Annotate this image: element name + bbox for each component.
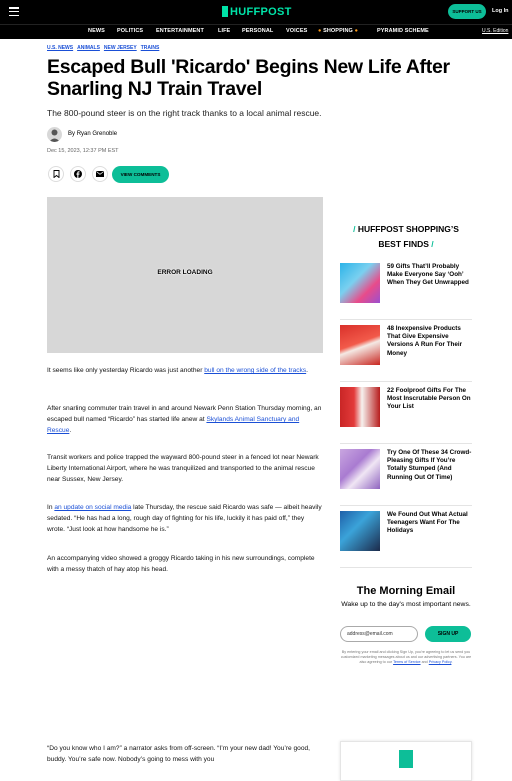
newsletter-signup-button[interactable]: SIGN UP xyxy=(425,626,471,642)
nav-item-life[interactable]: LIFE xyxy=(218,28,231,34)
menu-icon[interactable] xyxy=(9,7,19,16)
title-slash-right: / xyxy=(431,239,434,249)
support-us-button[interactable]: SUPPORT US xyxy=(448,4,486,19)
paragraph-5: An accompanying video showed a groggy Ricardo taking in his new surroundings, complete with a messy thatch of hay atop his head. xyxy=(47,555,315,573)
author-name[interactable]: Ryan Grenoble xyxy=(76,131,118,137)
shopping-sidebar-title xyxy=(340,222,472,252)
legal-and: and xyxy=(420,660,429,664)
byline-prefix: By xyxy=(68,131,76,137)
publish-date: Dec 15, 2023, 12:37 PM EST xyxy=(47,148,119,154)
shopping-item-5-title: We Found Out What Actual Teenagers Want For The Holidays xyxy=(387,511,468,535)
view-comments-button[interactable]: VIEW COMMENTS xyxy=(112,166,169,183)
nav-item-entertainment[interactable]: ENTERTAINMENT xyxy=(156,28,204,34)
bull-wrong-side-link[interactable]: bull on the wrong side of the tracks xyxy=(204,367,307,374)
author-avatar[interactable] xyxy=(47,127,62,142)
nav-item-shopping[interactable] xyxy=(318,28,358,34)
p2-text: After snarling commuter train travel in and around Newark Penn Station Thursday morning, an escaped bull named “Ricardo” has started life anew at xyxy=(47,405,322,423)
shopping-item-1[interactable] xyxy=(340,263,472,320)
nav-item-pyramid-scheme[interactable]: PYRAMID SCHEME xyxy=(377,28,429,34)
shopping-item-2-title: 48 Inexpensive Products That Give Expensive Versions A Run For Their Money xyxy=(387,325,463,357)
shopping-item-5[interactable] xyxy=(340,511,472,568)
paragraph-3: Transit workers and police trapped the wayward 800-pound steer in a fenced lot near Newark Liberty International Airport, where he was tranquilized and transported to the animal rescue near Sussex, New Jersey. xyxy=(47,454,319,483)
facebook-share-button[interactable] xyxy=(70,166,86,182)
p1-text: It seems like only yesterday Ricardo was just another xyxy=(47,367,205,374)
shopping-item-2[interactable] xyxy=(340,325,472,382)
tag-animals[interactable]: ANIMALS xyxy=(77,45,100,51)
tag-new-jersey[interactable]: NEW JERSEY xyxy=(103,45,137,51)
newsletter-email-input[interactable] xyxy=(340,626,418,642)
nav-item-personal[interactable]: PERSONAL xyxy=(242,28,274,34)
mail-icon xyxy=(96,171,104,177)
shopping-item-1-thumb xyxy=(340,263,380,303)
p4-start: In xyxy=(47,504,55,511)
newsletter-title: The Morning Email xyxy=(356,585,456,597)
p1-end: . xyxy=(306,367,308,374)
nav-item-news[interactable]: NEWS xyxy=(88,28,105,34)
logo-mark xyxy=(222,6,228,17)
nav-item-shopping-label: SHOPPING xyxy=(323,28,353,34)
shopping-item-3-title: 22 Foolproof Gifts For The Most Inscrutable Person On Your List xyxy=(387,387,471,411)
bookmark-button[interactable] xyxy=(48,166,64,182)
shopping-item-4-thumb xyxy=(340,449,380,489)
p2-end: . xyxy=(69,427,72,434)
sidebar-title-line2: BEST FINDS xyxy=(378,239,429,249)
nav-item-voices[interactable]: VOICES xyxy=(286,28,308,34)
shopping-item-1-title: 59 Gifts That’ll Probably Make Everyone Say ‘Ooh’ When They Get Unwrapped xyxy=(387,263,469,287)
newsletter-subtitle: Wake up to the day's most important news. xyxy=(341,601,471,608)
shopping-icon: ● xyxy=(318,28,322,34)
tag-us-news[interactable]: U.S. NEWS xyxy=(47,45,74,51)
login-link[interactable]: Log In xyxy=(492,8,509,14)
shopping-item-2-thumb xyxy=(340,325,380,365)
bookmark-icon xyxy=(53,170,60,178)
edition-link[interactable]: U.S. Edition xyxy=(482,28,509,34)
newsletter-legal-text xyxy=(340,650,472,665)
paragraph-2 xyxy=(47,403,323,436)
tag-trains[interactable]: TRAINS xyxy=(140,45,160,51)
shopping-item-5-thumb xyxy=(340,511,380,551)
shopping-item-4[interactable] xyxy=(340,449,472,506)
bottom-promo-card[interactable] xyxy=(340,741,472,781)
paragraph-1 xyxy=(47,365,323,376)
legal-end: . xyxy=(451,660,453,664)
sidebar-title-line1: HUFFPOST SHOPPING’S xyxy=(357,224,459,234)
top-bar xyxy=(0,0,512,24)
tag-list xyxy=(47,45,163,51)
headline: Escaped Bull 'Ricardo' Begins New Life After Snarling NJ Train Travel xyxy=(47,56,450,100)
section-nav xyxy=(0,24,512,39)
p4-text: late Thursday, the rescue said Ricardo was safe — albeit heavily sedated. “He has had a long, rough day of fighting for his life, luckily it has paid off,” they wrote. “Just look at how handsome he is.” xyxy=(47,504,322,533)
nav-item-politics[interactable]: POLITICS xyxy=(117,28,144,34)
shopping-item-3[interactable] xyxy=(340,387,472,444)
shopping-item-3-thumb xyxy=(340,387,380,427)
hero-error-text: ERROR LOADING xyxy=(157,269,213,276)
skylands-link[interactable]: Skylands Animal Sanctuary and Rescue xyxy=(47,416,300,434)
social-media-update-link[interactable]: an update on social media xyxy=(54,504,132,511)
paragraph-6: “Do you know who I am?” a narrator asks from off-screen. “I’m your new dad! You’re good, buddy. You’re safe now. Nobody’s going to mess with you xyxy=(47,745,311,763)
email-share-button[interactable] xyxy=(92,166,108,182)
avatar-icon xyxy=(47,127,62,142)
huffpost-logo[interactable] xyxy=(222,5,292,18)
hero-image xyxy=(47,197,323,353)
huffpost-mark-icon xyxy=(399,750,413,768)
legal-text: By entering your email and clicking Sign Up, you're agreeing to let us send you customized marketing messages about us and our advertising partners. You are also agreeing to our xyxy=(340,650,472,664)
subhead: The 800-pound steer is on the right track thanks to a local animal rescue. xyxy=(47,108,322,118)
title-slash-left: / xyxy=(353,224,356,234)
paragraph-4 xyxy=(47,502,323,535)
terms-of-service-link[interactable]: Terms of Service xyxy=(393,660,421,664)
facebook-icon xyxy=(74,170,82,178)
shopping-icon-right: ● xyxy=(354,28,358,34)
byline xyxy=(68,131,117,137)
logo-text: HUFFPOST xyxy=(230,5,292,18)
shopping-item-4-title: Try One Of These 34 Crowd-Pleasing Gifts If You’re Totally Stumped (And Running Out Of Time) xyxy=(387,449,472,481)
privacy-policy-link[interactable]: Privacy Policy xyxy=(428,660,452,664)
